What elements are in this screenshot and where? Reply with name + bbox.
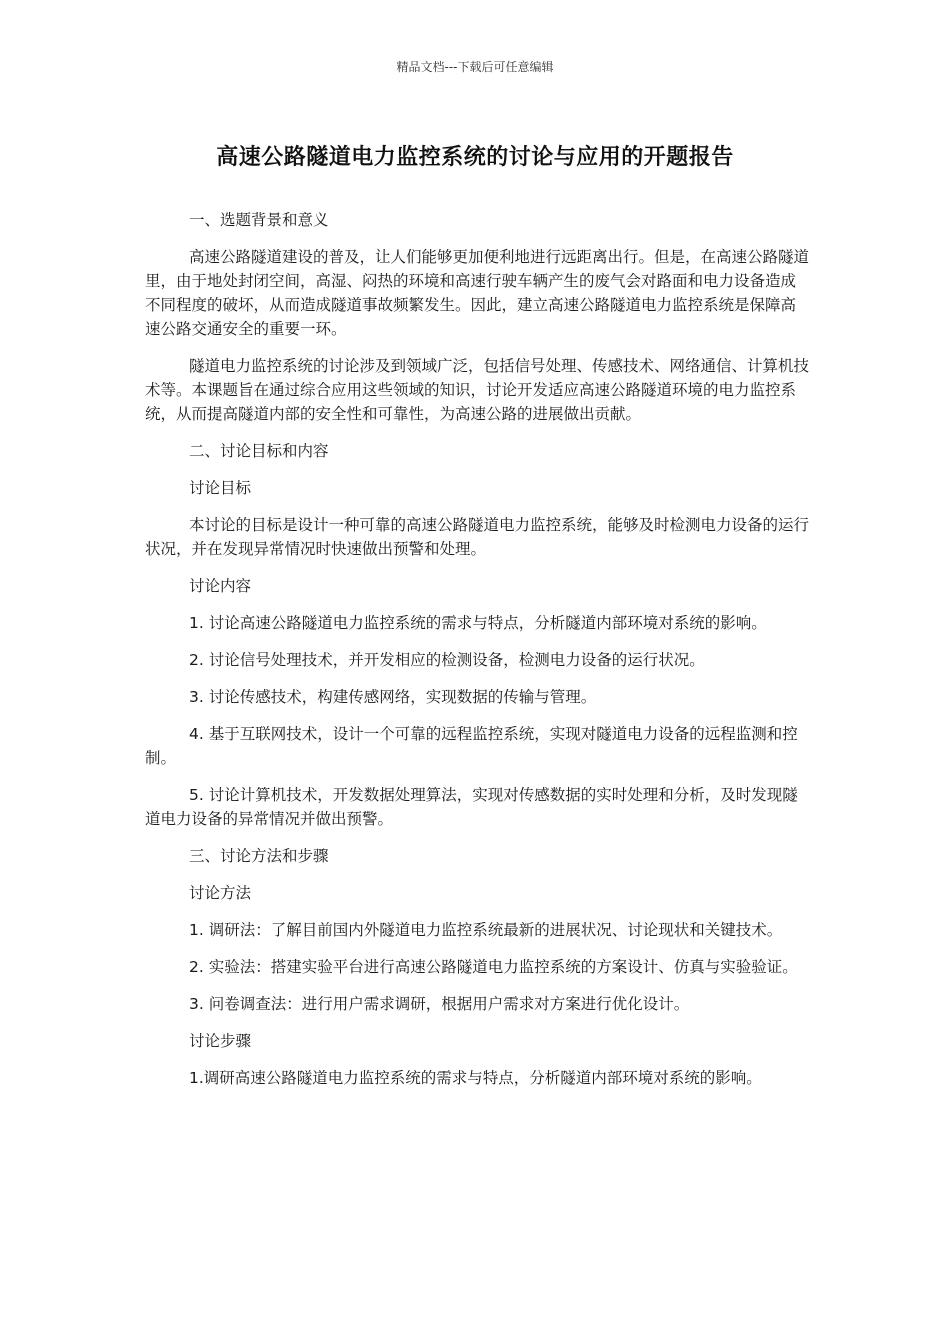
- list-item-method-2: 2. 实验法：搭建实验平台进行高速公路隧道电力监控系统的方案设计、仿真与实验验证。: [189, 958, 798, 976]
- paragraph-goal: 本讨论的目标是设计一种可靠的高速公路隧道电力监控系统，能够及时检测电力设备的运行状况，并在发现异常情况时快速做出预警和处理。: [145, 516, 810, 558]
- page-header: 精品文档---下载后可任意编辑: [396, 60, 554, 74]
- list-item-content-1: 1. 讨论高速公路隧道电力监控系统的需求与特点，分析隧道内部环境对系统的影响。: [189, 614, 767, 632]
- list-item-step-1: 1.调研高速公路隧道电力监控系统的需求与特点，分析隧道内部环境对系统的影响。: [189, 1069, 762, 1087]
- document-body: [145, 208, 810, 1103]
- list-item-content-2: 2. 讨论信号处理技术，并开发相应的检测设备，检测电力设备的运行状况。: [189, 651, 705, 669]
- document-title: 高速公路隧道电力监控系统的讨论与应用的开题报告: [216, 145, 734, 170]
- paragraph-background-2: 隧道电力监控系统的讨论涉及到领域广泛，包括信号处理、传感技术、网络通信、计算机技术等。本课题旨在通过综合应用这些领域的知识，讨论开发适应高速公路隧道环境的电力监控系统，从而提高隧道内部的安全性和可靠性，为高速公路的进展做出贡献。: [145, 357, 810, 423]
- list-item-content-3: 3. 讨论传感技术，构建传感网络，实现数据的传输与管理。: [189, 688, 597, 706]
- subheading-methods: 讨论方法: [189, 884, 252, 902]
- list-item-method-3: 3. 问卷调查法：进行用户需求调研，根据用户需求对方案进行优化设计。: [189, 995, 690, 1013]
- paragraph-background-1: 高速公路隧道建设的普及，让人们能够更加便利地进行远距离出行。但是，在高速公路隧道里，由于地处封闭空间，高湿、闷热的环境和高速行驶车辆产生的废气会对路面和电力设备造成不同程度的破坏，从而造成隧道事故频繁发生。因此，建立高速公路隧道电力监控系统是保障高速公路交通安全的重要一环。: [145, 248, 810, 338]
- subheading-goal: 讨论目标: [189, 479, 252, 497]
- section-heading-background: 一、选题背景和意义: [189, 211, 329, 229]
- section-heading-methods: 三、讨论方法和步骤: [189, 847, 329, 865]
- list-item-content-4: 4. 基于互联网技术，设计一个可靠的远程监控系统，实现对隧道电力设备的远程监测和控制。: [145, 725, 798, 767]
- subheading-steps: 讨论步骤: [189, 1032, 252, 1050]
- subheading-content: 讨论内容: [189, 577, 252, 595]
- list-item-content-5: 5. 讨论计算机技术，开发数据处理算法，实现对传感数据的实时处理和分析，及时发现隧道电力设备的异常情况并做出预警。: [145, 786, 798, 828]
- section-heading-goals: 二、讨论目标和内容: [189, 442, 329, 460]
- list-item-method-1: 1. 调研法：了解目前国内外隧道电力监控系统最新的进展状况、讨论现状和关键技术。: [189, 921, 783, 939]
